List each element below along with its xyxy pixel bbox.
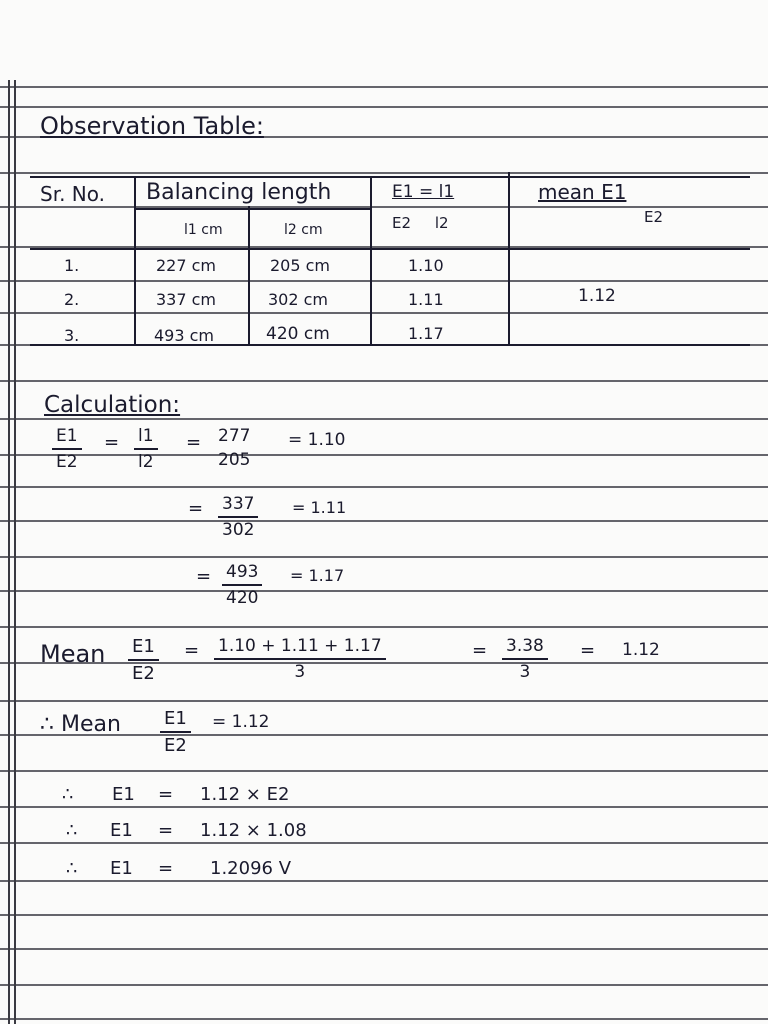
mean-total-fraction bbox=[502, 636, 548, 682]
header-sr-no: Sr. No. bbox=[40, 182, 105, 206]
step-2-lhs: E1 bbox=[110, 820, 133, 841]
value-fraction bbox=[214, 426, 254, 470]
ruled-line bbox=[0, 914, 768, 916]
mean-sum-fraction bbox=[214, 636, 386, 682]
ruled-line bbox=[0, 172, 768, 174]
therefore-mean: ∴ Mean bbox=[40, 712, 121, 737]
row-1-sr: 1. bbox=[64, 256, 80, 275]
fraction-denominator: E2 bbox=[132, 663, 155, 684]
row-2-l2: 302 cm bbox=[268, 290, 329, 309]
mean-word: Mean bbox=[40, 640, 106, 668]
ruled-line bbox=[0, 418, 768, 420]
row-2-ratio: 1.11 bbox=[408, 290, 444, 309]
observation-heading: Observation Table: bbox=[40, 112, 264, 140]
fraction-denominator: 205 bbox=[218, 450, 251, 470]
row-3-l1: 493 cm bbox=[154, 326, 215, 345]
margin-line bbox=[14, 80, 16, 1024]
ruled-line bbox=[0, 806, 768, 808]
equals-sign: = bbox=[158, 858, 174, 879]
ruled-line bbox=[0, 312, 768, 314]
ruled-line bbox=[0, 590, 768, 592]
fraction-denominator: 302 bbox=[222, 520, 255, 540]
therefore-symbol: ∴ bbox=[66, 858, 78, 879]
fraction-numerator: 493 bbox=[222, 562, 262, 586]
row-2-l1: 337 cm bbox=[156, 290, 217, 309]
fraction-denominator: E2 bbox=[164, 735, 187, 756]
fraction-numerator: l1 bbox=[134, 426, 158, 450]
equals-sign: = bbox=[580, 640, 596, 661]
header-l2: l2 cm bbox=[284, 222, 323, 238]
row-3-l2: 420 cm bbox=[266, 324, 330, 344]
ruled-line bbox=[0, 380, 768, 382]
ruled-line bbox=[0, 454, 768, 456]
mean-value: 1.12 bbox=[578, 286, 616, 306]
fraction-numerator: E1 bbox=[128, 636, 159, 661]
therefore-mean-result: = 1.12 bbox=[212, 712, 270, 732]
ruled-line bbox=[0, 556, 768, 558]
fraction-denominator: 3 bbox=[519, 662, 531, 682]
fraction-numerator: E1 bbox=[52, 426, 82, 450]
row-3-ratio: 1.17 bbox=[408, 324, 444, 343]
fraction-numerator: 277 bbox=[218, 426, 251, 446]
ruled-line bbox=[0, 1018, 768, 1020]
ruled-line bbox=[0, 486, 768, 488]
step-3-lhs: E1 bbox=[110, 858, 133, 879]
row-3-sr: 3. bbox=[64, 326, 80, 345]
header-l1: l1 cm bbox=[184, 222, 223, 238]
therefore-symbol: ∴ bbox=[66, 820, 78, 841]
equals-sign: = bbox=[184, 640, 200, 661]
step-3-rhs: 1.2096 V bbox=[210, 858, 292, 879]
equals-sign: = bbox=[472, 640, 488, 661]
header-ratio-den: E2 l2 bbox=[392, 214, 449, 232]
calc-result-2: = 1.11 bbox=[292, 498, 347, 517]
ruled-line bbox=[0, 700, 768, 702]
mean-ratio-fraction bbox=[128, 636, 159, 684]
therefore-symbol: ∴ bbox=[62, 784, 74, 805]
equals-sign: = bbox=[158, 784, 174, 805]
calc-result-3: = 1.17 bbox=[290, 566, 345, 585]
ruled-line bbox=[0, 948, 768, 950]
value-fraction bbox=[218, 494, 258, 540]
ruled-line bbox=[0, 842, 768, 844]
fraction-numerator: E1 bbox=[160, 708, 191, 733]
ruled-line bbox=[0, 280, 768, 282]
mean-result: 1.12 bbox=[622, 640, 660, 660]
fraction-numerator: 3.38 bbox=[502, 636, 548, 660]
calculation-heading: Calculation: bbox=[44, 392, 181, 418]
fraction-denominator: l2 bbox=[138, 452, 154, 472]
row-1-l1: 227 cm bbox=[156, 256, 217, 275]
fraction-numerator: 1.10 + 1.11 + 1.17 bbox=[214, 636, 386, 660]
fraction-denominator: E2 bbox=[56, 452, 78, 472]
header-balancing-length: Balancing length bbox=[146, 180, 332, 205]
step-1-rhs: 1.12 × E2 bbox=[200, 784, 290, 805]
ruled-line bbox=[0, 984, 768, 986]
ruled-line bbox=[0, 520, 768, 522]
margin-line bbox=[8, 80, 10, 1024]
header-mean-num: mean E1 bbox=[538, 180, 627, 204]
header-mean-den: E2 bbox=[644, 208, 664, 226]
fraction-numerator: 337 bbox=[218, 494, 258, 518]
ruled-line bbox=[0, 86, 768, 88]
row-1-ratio: 1.10 bbox=[408, 256, 444, 275]
equals-sign: = bbox=[196, 566, 212, 587]
ruled-line bbox=[0, 626, 768, 628]
step-2-rhs: 1.12 × 1.08 bbox=[200, 820, 307, 841]
equals-sign: = bbox=[186, 432, 202, 453]
therefore-ratio-fraction bbox=[160, 708, 191, 756]
ratio-fraction bbox=[52, 426, 82, 472]
value-fraction bbox=[222, 562, 262, 608]
calc-result-1: = 1.10 bbox=[288, 430, 346, 450]
ruled-line bbox=[0, 770, 768, 772]
ruled-line bbox=[0, 880, 768, 882]
equals-sign: = bbox=[188, 498, 204, 519]
equals-sign: = bbox=[104, 432, 120, 453]
fraction-denominator: 420 bbox=[226, 588, 259, 608]
fraction-denominator: 3 bbox=[294, 662, 306, 682]
step-1-lhs: E1 bbox=[112, 784, 135, 805]
row-2-sr: 2. bbox=[64, 290, 80, 309]
header-ratio-num: E1 = l1 bbox=[392, 182, 455, 202]
row-1-l2: 205 cm bbox=[270, 256, 331, 275]
ruled-line bbox=[0, 106, 768, 108]
equals-sign: = bbox=[158, 820, 174, 841]
length-fraction bbox=[134, 426, 158, 472]
